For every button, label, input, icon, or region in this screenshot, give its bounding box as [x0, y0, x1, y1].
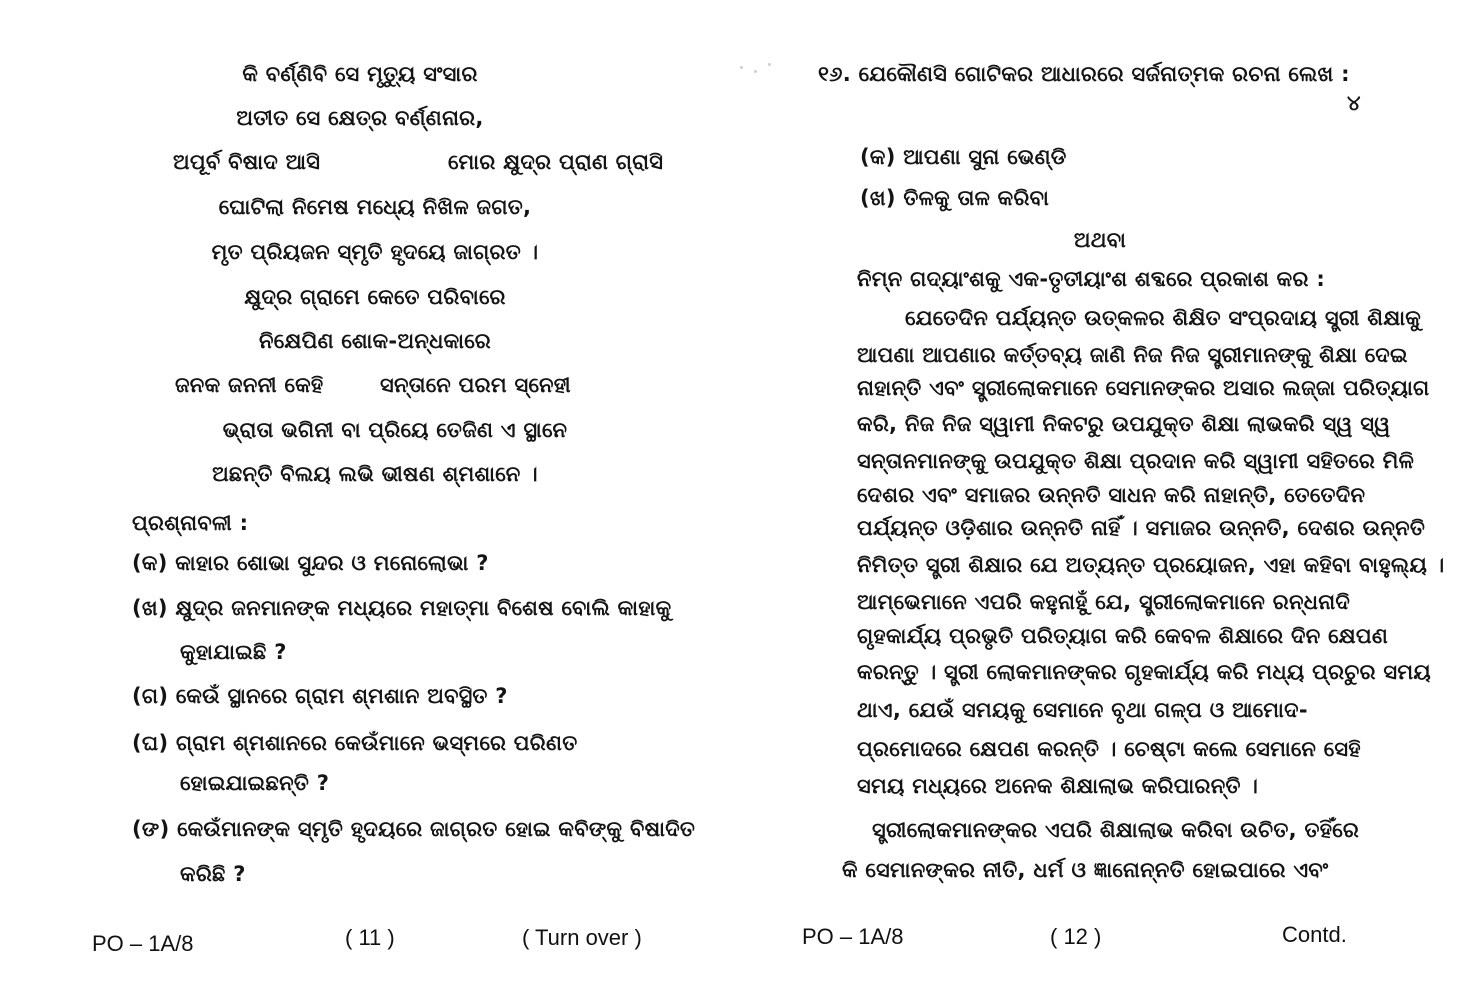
passage-line: ଯେତେଦିନ ପର୍ଯ୍ୟନ୍ତ ଉତ୍କଳର ଶିକ୍ଷିତ ସଂପ୍ରଦାୟ ସ୍ତ୍ରୀ ଶିକ୍ଷାକୁ — [905, 306, 1422, 330]
poem-line-right-half: ସନ୍ତାନେ ପରମ ସ୍ନେହୀ — [380, 373, 571, 397]
passage-line: ଆମ୍ଭେମାନେ ଏପରି କହୁନାହୁଁ ଯେ, ସ୍ତ୍ରୀଲୋକମାନେ ରନ୍ଧନାଦି — [857, 590, 1351, 614]
turn-over-note: ( Turn over ) — [522, 925, 642, 950]
poem-line: ଅତୀତ ସେ କ୍ଷେତ୍ର ବର୍ଣ୍ଣନାର, — [236, 106, 484, 130]
poem-line: କ୍ଷୁଦ୍ର ଗ୍ରାମେ କେତେ ପରିବାରେ — [244, 285, 506, 309]
poem-line-left-half: ଅପୂର୍ବ ବିଷାଦ ଆସି — [173, 150, 321, 174]
passage-line: କି ସେମାନଙ୍କର ନୀତି, ଧର୍ମ ଓ ଜ୍ଞାନୋନ୍ନତି ହୋଇପାରେ ଏବଂ — [842, 858, 1329, 882]
or-divider: ଅଥବା — [1073, 228, 1127, 252]
question-continuation: କରିଛି ? — [180, 862, 246, 886]
passage-line: ନିମିତ୍ତ ସ୍ତ୍ରୀ ଶିକ୍ଷାର ଯେ ଅତ୍ୟନ୍ତ ପ୍ରୟୋଜନ, ଏହା କହିବା ବାହୁଲ୍ୟ । — [857, 553, 1445, 577]
poem-line: ଅଛନ୍ତି ବିଲୟ ଲଭି ଭୀଷଣ ଶ୍ମଶାନେ । — [212, 462, 538, 486]
questions-heading: ପ୍ରଶ୍ନାବଳୀ : — [132, 511, 249, 535]
poem-line: ମୃତ ପ୍ରିୟଜନ ସ୍ମୃତି ହୃଦୟେ ଜାଗ୍ରତ । — [211, 240, 539, 264]
question-item: (ଗ) କେଉଁ ସ୍ଥାନରେ ଗ୍ରାମ ଶ୍ମଶାନ ଅବସ୍ଥିତ ? — [132, 684, 508, 708]
paper-code: PO – 1A/8 — [92, 931, 194, 956]
passage-line: ସନ୍ତାନମାନଙ୍କୁ ଉପଯୁକ୍ତ ଶିକ୍ଷା ପ୍ରଦାନ କରି ସ୍ୱାମୀ ସହିତରେ ମିଳି — [857, 449, 1415, 473]
poem-line-right-half: ମୋର କ୍ଷୁଦ୍ର ପ୍ରାଣ ଗ୍ରାସି — [448, 150, 664, 174]
passage-line: ପର୍ଯ୍ୟନ୍ତ ଓଡ଼ିଶାର ଉନ୍ନତି ନାହିଁ । ସମାଜର ଉନ୍ନତି, ଦେଶର ଉନ୍ନତି — [857, 516, 1426, 540]
question-continuation: କୁହାଯାଇଛି ? — [180, 640, 287, 664]
passage-line: ସ୍ତ୍ରୀଲୋକମାନଙ୍କର ଏପରି ଶିକ୍ଷାଲାଭ କରିବା ଉଚିତ, ତହିଁରେ — [872, 818, 1360, 842]
passage-line: ସମୟ ମଧ୍ୟରେ ଅନେକ ଶିକ୍ଷାଲାଭ କରିପାରନ୍ତି । — [857, 774, 1259, 798]
poem-line: ଘୋଟିଲା ନିମେଷ ମଧ୍ୟେ ନିଖିଳ ଜଗତ, — [218, 195, 532, 219]
poem-line: ଭ୍ରାତା ଭଗିନୀ ବା ପ୍ରିୟେ ତେଜିଣ ଏ ସ୍ଥାନେ — [222, 418, 568, 442]
page-number: ( 11 ) — [345, 925, 395, 950]
poem-line: ନିକ୍ଷେପିଣ ଶୋକ-ଅନ୍ଧକାରେ — [259, 329, 491, 353]
passage-line: ଦେଶର ଏବଂ ସମାଜର ଉନ୍ନତି ସାଧନ କରି ନାହାନ୍ତି, ତେତେଦିନ — [857, 483, 1366, 507]
passage-line: ଥାଏ, ଯେଉଁ ସମୟକୁ ସେମାନେ ବୃଥା ଗଳ୍ପ ଓ ଆମୋଦ- — [857, 698, 1308, 722]
poem-line: କି ବର୍ଣ୍ଣିବି ସେ ମୃତ୍ୟୁ ସଂସାର — [242, 62, 478, 86]
scan-speck — [754, 70, 757, 73]
marks-label: ୪ — [1347, 91, 1361, 115]
question-item: (ଘ) ଗ୍ରାମ ଶ୍ମଶାନରେ କେଉଁମାନେ ଭସ୍ମରେ ପରିଣତ — [132, 731, 578, 755]
contd-note: Contd. — [1282, 922, 1347, 947]
question-item: (କ) କାହାର ଶୋଭା ସୁନ୍ଦର ଓ ମନୋଲୋଭା ? — [132, 551, 489, 575]
question-continuation: ହୋଇଯାଇଛନ୍ତି ? — [180, 771, 330, 795]
question-16: ୧୬. ଯେକୌଣସି ଗୋଟିକର ଆଧାରରେ ସର୍ଜନାତ୍ମକ ରଚନା ଲେଖ : — [818, 62, 1350, 86]
passage-line: ଆପଣା ଆପଣାର କର୍ତ୍ତବ୍ୟ ଜାଣି ନିଜ ନିଜ ସ୍ତ୍ରୀମାନଙ୍କୁ ଶିକ୍ଷା ଦେଇ — [857, 343, 1408, 367]
passage-line: ଗୃହକାର୍ଯ୍ୟ ପ୍ରଭୃତି ପରିତ୍ୟାଗ କରି କେବଳ ଶିକ୍ଷାରେ ଦିନ କ୍ଷେପଣ — [857, 624, 1389, 648]
passage-line: ପ୍ରମୋଦରେ କ୍ଷେପଣ କରନ୍ତି । ଚେଷ୍ଟା କଲେ ସେମାନେ ସେହି — [857, 737, 1361, 761]
scan-speck — [740, 66, 743, 69]
page-number: ( 12 ) — [1050, 924, 1102, 949]
paper-code: PO – 1A/8 — [802, 924, 904, 949]
passage-line: ନାହାନ୍ତି ଏବଂ ସ୍ତ୍ରୀଲୋକମାନେ ସେମାନଙ୍କର ଅସାର ଲଜ୍ଜା ପରିତ୍ୟାଗ — [857, 376, 1430, 400]
question-item: (ଙ) କେଉଁମାନଙ୍କ ସ୍ମୃତି ହୃଦୟରେ ଜାଗ୍ରତ ହୋଇ କବିଙ୍କୁ ବିଷାଦିତ — [132, 817, 696, 841]
precis-instruction: ନିମ୍ନ ଗଦ୍ୟାଂଶକୁ ଏକ-ତୃତୀୟାଂଶ ଶବ୍ଦରେ ପ୍ରକାଶ କର : — [857, 267, 1326, 291]
option-item: (କ) ଆପଣା ସୁନା ଭେଣ୍ଡି — [860, 145, 1067, 169]
scan-speck — [768, 63, 771, 66]
option-item: (ଖ) ତିଳକୁ ତାଳ କରିବା — [860, 186, 1050, 210]
right-page — [730, 0, 1460, 984]
passage-line: କରି, ନିଜ ନିଜ ସ୍ୱାମୀ ନିକଟରୁ ଉପଯୁକ୍ତ ଶିକ୍ଷା ଲାଭକରି ସ୍ୱ ସ୍ୱ — [857, 412, 1391, 436]
question-item: (ଖ) କ୍ଷୁଦ୍ର ଜନମାନଙ୍କ ମଧ୍ୟରେ ମହାତ୍ମା ବିଶେଷ ବୋଲି କାହାକୁ — [132, 596, 672, 620]
passage-line: କରନ୍ତୁ । ସ୍ତ୍ରୀ ଲୋକମାନଙ୍କର ଗୃହକାର୍ଯ୍ୟ କରି ମଧ୍ୟ ପ୍ରଚୁର ସମୟ — [857, 660, 1432, 684]
poem-line-left-half: ଜନକ ଜନନୀ କେହି — [175, 373, 324, 397]
